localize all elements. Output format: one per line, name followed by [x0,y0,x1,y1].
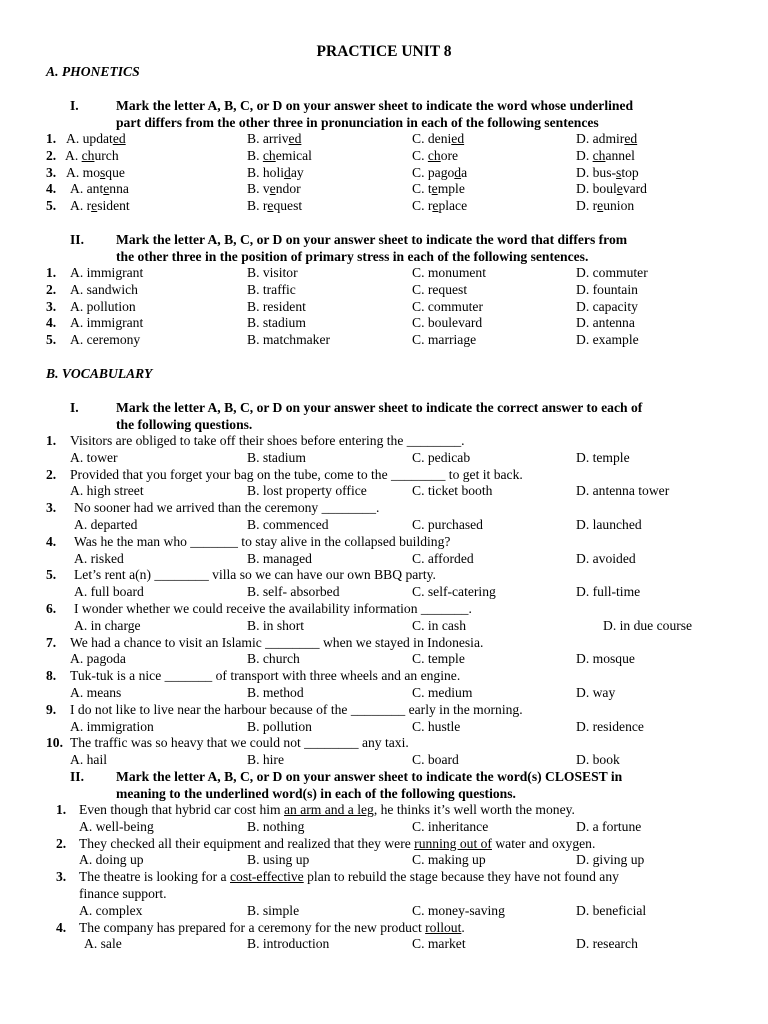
option-b: B. nothing [247,818,305,834]
option-a: A. tower [70,449,118,465]
vocabulary-part2-instruction [70,769,720,803]
option-c: C. market [412,936,466,952]
question-number: 1. [56,802,67,817]
question-number: 2. [46,466,57,482]
question-number: 8. [46,668,57,684]
option-d: D. avoided [576,550,636,566]
option-row [0,551,768,568]
question-row [0,802,768,819]
option-row [0,618,768,635]
option-d: D. mosque [576,651,635,667]
option-row [0,332,768,349]
option-a: A. ceremony [70,332,141,348]
question-number: 2. [46,281,57,297]
instruction-line: meaning to the underlined word(s) in each of the following questions. [116,785,516,801]
option-d: D. admired [576,131,638,146]
phonetics-part1-instruction [70,98,720,132]
option-row [0,165,768,182]
question-text: finance support. [79,886,167,901]
question-number: 4. [46,533,57,549]
option-a: A. pagoda [70,651,126,667]
option-c: C. in cash [412,617,466,633]
question-number: 10. [46,735,63,751]
option-row [0,852,768,869]
option-a: A. full board [74,584,144,600]
option-b: B. commenced [247,517,329,532]
option-row [0,483,768,500]
option-b: B. managed [247,550,312,566]
question-number: 5. [46,198,57,214]
option-row [0,752,768,769]
question-number: 4. [46,315,57,331]
option-d: D. bus-stop [576,164,639,180]
question-row [0,920,768,937]
option-row [0,450,768,467]
option-d: D. antenna [576,315,635,331]
question-number: 1. [46,433,57,448]
question-number: 1. [46,265,57,280]
question-text: The traffic was so heavy that we could not ________ any taxi. [70,735,409,751]
question-row [0,869,768,886]
option-row [0,131,768,148]
question-number: 7. [46,634,57,650]
question-text: No sooner had we arrived than the ceremony ________. [74,500,380,516]
option-c: C. pedicab [412,449,471,465]
option-a: A. sandwich [70,281,138,297]
numeral: II. [70,232,84,247]
option-row [0,299,768,316]
question-number: 1. [46,131,57,146]
option-a: A. resident [70,198,130,214]
option-c: C. chore [412,147,459,163]
question-text: Visitors are obliged to take off their shoes before entering the ________. [70,433,465,448]
option-c: C. money-saving [412,902,505,918]
instruction-line: the other three in the position of primary stress in each of the following sentences. [116,248,589,264]
instruction-line: Mark the letter A, B, C, or D on your answer sheet to indicate the word that differs from [116,232,628,247]
instruction-line: Mark the letter A, B, C, or D on your answer sheet to indicate the word(s) CLOSEST in [116,769,623,784]
option-c: C. afforded [412,550,474,566]
option-row [0,685,768,702]
option-c: C. temple [412,181,465,197]
option-row [0,936,768,953]
question-number: 9. [46,701,57,717]
question-row [0,433,768,450]
option-a: A. complex [79,902,143,918]
option-row [0,282,768,299]
option-b: B. stadium [247,449,306,465]
option-row [0,719,768,736]
option-d: D. giving up [576,852,645,868]
option-a: A. means [70,685,122,700]
question-row-continued [0,886,768,903]
question-text: We had a chance to visit an Islamic ________ when we stayed in Indonesia. [70,634,484,650]
option-d: D. example [576,332,639,348]
question-number: 3. [46,164,57,180]
option-row [0,265,768,282]
option-d: D. in due course [603,617,693,633]
option-d: D. capacity [576,298,638,314]
question-text: They checked all their equipment and realized that they were running out of water and oxygen. [79,835,596,851]
option-c: C. marriage [412,332,477,348]
question-text: Tuk-tuk is a nice _______ of transport with three wheels and an engine. [70,668,461,684]
option-d: D. research [576,936,638,952]
question-row [0,836,768,853]
option-c: C. monument [412,265,487,280]
vocabulary-heading: B. VOCABULARY [46,366,153,381]
phonetics-part2-instruction [70,232,720,266]
option-d: D. commuter [576,265,648,280]
option-c: C. temple [412,651,465,667]
option-b: B. self- absorbed [247,584,340,600]
option-b: B. matchmaker [247,332,331,348]
option-a: A. risked [74,550,124,566]
option-d: D. launched [576,517,642,532]
question-row [0,467,768,484]
question-number: 3. [46,298,57,314]
question-row [0,567,768,584]
question-number: 4. [46,181,57,197]
question-row [0,702,768,719]
option-d: D. full-time [576,584,641,600]
option-b: B. visitor [247,265,298,280]
vocabulary-part1-instruction [70,400,720,434]
option-a: A. departed [74,517,138,532]
option-c: C. request [412,281,468,297]
question-text: I do not like to live near the harbour because of the ________ early in the morning. [70,701,523,717]
question-text: Even though that hybrid car cost him an arm and a leg, he thinks it’s well worth the money. [79,802,575,817]
question-row [0,534,768,551]
option-a: A. mosque [66,164,125,180]
option-b: B. holiday [247,164,304,180]
numeral: I. [70,98,79,113]
option-c: C. medium [412,685,473,700]
option-row [0,584,768,601]
option-a: A. immigrant [70,265,144,280]
option-a: A. well-being [79,818,154,834]
question-text: Let’s rent a(n) ________ villa so we can have our own BBQ party. [74,567,436,583]
option-c: C. boulevard [412,315,483,331]
option-b: B. introduction [247,936,330,952]
question-number: 3. [56,869,67,885]
phonetics-heading: A. PHONETICS [46,64,140,79]
option-c: C. ticket booth [412,483,493,499]
option-d: D. a fortune [576,818,642,834]
question-number: 5. [46,567,57,583]
option-b: B. request [247,198,303,214]
numeral: I. [70,400,79,415]
option-c: C. commuter [412,298,483,314]
page-title: PRACTICE UNIT 8 [316,43,452,60]
option-d: D. residence [576,718,644,734]
option-c: C. purchased [412,517,483,532]
option-a: A. church [65,147,119,163]
option-a: A. sale [84,936,122,952]
option-row [0,148,768,165]
option-b: B. arrived [247,131,302,146]
option-b: B. vendor [247,181,301,197]
question-row [0,500,768,517]
instruction-line: part differs from the other three in pronunciation in each of the following sentences [116,114,599,130]
option-d: D. temple [576,449,630,465]
option-b: B. using up [247,852,310,868]
instruction-line: the following questions. [116,416,253,432]
option-b: B. traffic [247,281,296,297]
option-c: C. replace [412,198,468,214]
option-row [0,315,768,332]
option-d: D. reunion [576,198,635,214]
question-number: 6. [46,601,57,616]
option-c: C. pagoda [412,164,468,180]
question-number: 5. [46,332,57,348]
option-d: D. boulevard [576,181,647,197]
option-a: A. immigration [70,718,154,734]
option-c: C. self-catering [412,584,496,600]
question-text: Provided that you forget your bag on the tube, come to the ________ to get it back. [70,466,523,482]
option-a: A. antenna [70,181,129,197]
question-text: The theatre is looking for a cost-effective plan to rebuild the stage because they have not found any [79,869,619,885]
option-d: D. book [576,752,620,768]
option-a: A. doing up [79,852,144,868]
option-a: A. hail [70,752,107,768]
question-row [0,635,768,652]
option-b: B. chemical [247,147,312,163]
option-b: B. hire [247,752,284,768]
option-c: C. denied [412,131,465,146]
option-a: A. pollution [70,298,136,314]
numeral: II. [70,769,84,784]
option-b: B. in short [247,617,305,633]
question-row [0,601,768,618]
question-text: The company has prepared for a ceremony for the new product rollout. [79,919,465,935]
option-a: A. updated [66,131,126,146]
question-row [0,735,768,752]
question-number: 2. [56,835,67,851]
option-b: B. pollution [247,718,312,734]
option-c: C. hustle [412,718,461,734]
option-b: B. church [247,651,300,667]
option-b: B. method [247,685,304,700]
option-c: C. making up [412,852,486,868]
option-d: D. fountain [576,281,638,297]
option-b: B. resident [247,298,306,314]
option-d: D. channel [576,147,635,163]
option-c: C. inheritance [412,818,489,834]
question-number: 3. [46,500,57,516]
option-row [0,903,768,920]
option-a: A. in charge [74,617,141,633]
option-c: C. board [412,752,459,768]
option-d: D. way [576,685,616,700]
option-row [0,819,768,836]
question-text: Was he the man who _______ to stay alive in the collapsed building? [74,533,451,549]
question-text: I wonder whether we could receive the availability information _______. [74,601,472,616]
option-a: A. high street [70,483,144,499]
question-number: 2. [46,147,57,163]
option-d: D. antenna tower [576,483,670,499]
option-row [0,181,768,198]
option-d: D. beneficial [576,902,647,918]
instruction-line: Mark the letter A, B, C, or D on your answer sheet to indicate the correct answer to each of [116,400,643,415]
option-row [0,651,768,668]
option-b: B. simple [247,902,300,918]
option-b: B. lost property office [247,483,367,499]
option-row [0,198,768,215]
option-b: B. stadium [247,315,306,331]
instruction-line: Mark the letter A, B, C, or D on your answer sheet to indicate the word whose underlined [116,98,634,113]
question-row [0,668,768,685]
question-number: 4. [56,919,67,935]
option-row [0,517,768,534]
option-a: A. immigrant [70,315,144,331]
